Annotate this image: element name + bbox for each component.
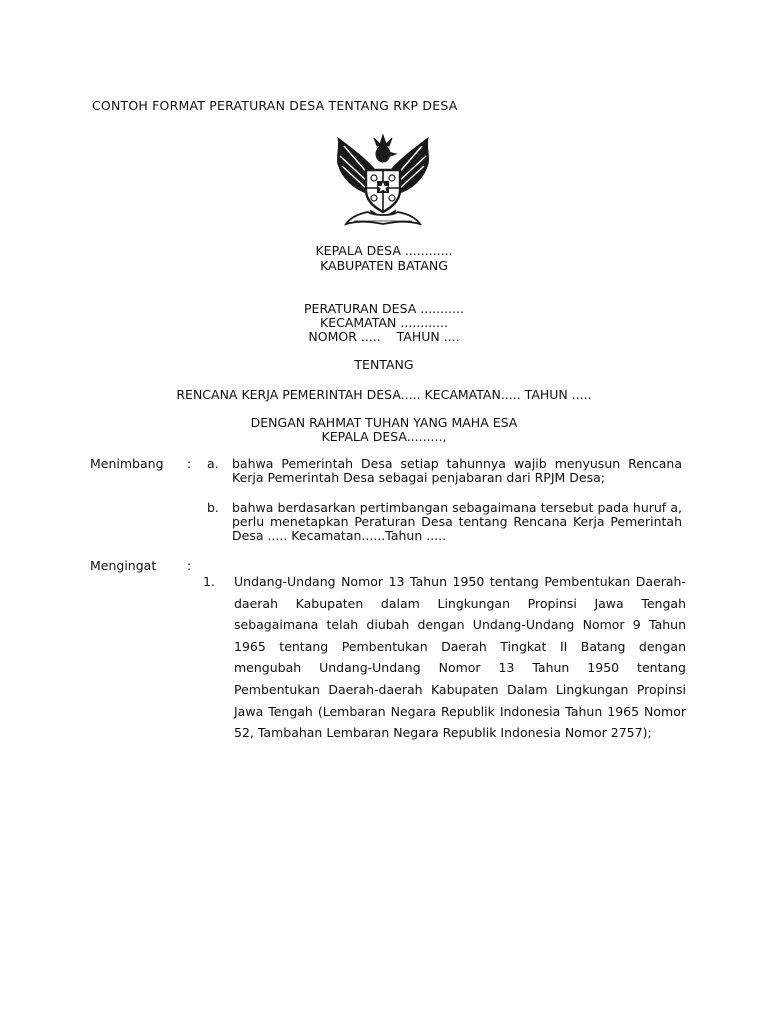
menimbang-label: Menimbang xyxy=(90,456,164,471)
menimbang-colon: : xyxy=(187,456,192,471)
kecamatan-line: KECAMATAN ............ xyxy=(320,315,448,330)
mengingat-marker-1: 1. xyxy=(203,574,215,589)
mengingat-label: Mengingat xyxy=(90,558,157,573)
document-heading: CONTOH FORMAT PERATURAN DESA TENTANG RKP DESA xyxy=(92,98,458,113)
kepala-desa-line: KEPALA DESA ............ xyxy=(315,243,453,258)
mengingat-item-1: Undang-Undang Nomor 13 Tahun 1950 tentang Pembentukan Daerah-daerah Kabupaten dalam Lingkungan Propinsi Jawa Tengah sebagaimana telah diubah dengan Undang-Undang Nomor 9 Tahun 1965 tentang Pembentukan Daerah Tingkat II Batang dengan mengubah Undang-Undang Nomor 13 Tahun 1950 tentang Pembentukan Daerah-daerah Kabupaten Dalam Lingkungan Propinsi Jawa Tengah (Lembaran Negara Republik Indonesia Tahun 1965 Nomor 52, Tambahan Lembaran Negara Republik Indonesia Nomor 2757); xyxy=(234,574,686,741)
mengingat-colon: : xyxy=(187,558,192,573)
peraturan-desa-line: PERATURAN DESA ........... xyxy=(304,301,464,316)
rahmat-line: DENGAN RAHMAT TUHAN YANG MAHA ESA xyxy=(250,415,518,430)
nomor-tahun-line: NOMOR ..... TAHUN .... xyxy=(308,329,460,344)
garuda-emblem-icon xyxy=(330,132,436,230)
menimbang-marker-a: a. xyxy=(207,456,219,471)
kepala-desa-signature-line: KEPALA DESA........., xyxy=(321,429,447,444)
menimbang-marker-b: b. xyxy=(207,500,219,515)
judul-rkp-line: RENCANA KERJA PEMERINTAH DESA..... KECAMATAN..... TAHUN ..... xyxy=(176,387,592,402)
menimbang-item-a: bahwa Pemerintah Desa setiap tahunnya wajib menyusun Rencana Kerja Pemerintah Desa sebagai penjabaran dari RPJM Desa; xyxy=(232,456,682,485)
tentang-line: TENTANG xyxy=(354,357,414,372)
kabupaten-line: KABUPATEN BATANG xyxy=(320,258,448,273)
menimbang-item-b: bahwa berdasarkan pertimbangan sebagaimana tersebut pada huruf a, perlu menetapkan Peraturan Desa tentang Rencana Kerja Pemerintah Desa ..... Kecamatan......Tahun ..... xyxy=(232,500,682,543)
